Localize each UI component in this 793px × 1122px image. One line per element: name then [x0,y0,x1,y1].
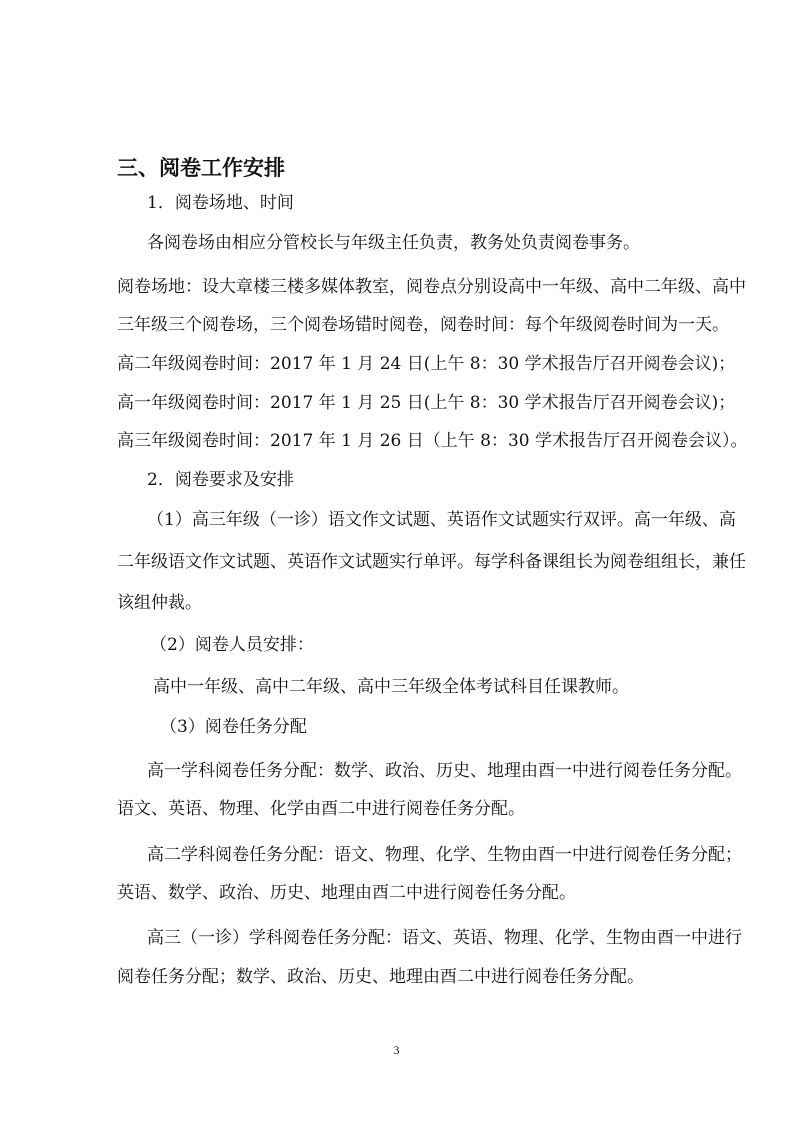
paragraph-review-rules-line-2: 二年级语文作文试题、英语作文试题实行单评。每学科备课组长为阅卷组组长，兼任 [117,552,746,572]
item-heading-task-allocation: （3）阅卷任务分配 [160,717,307,737]
subsection-heading-requirements: 2．阅卷要求及安排 [147,470,294,490]
paragraph-review-rules-line-3: 该组仲裁。 [117,593,202,613]
schedule-line-grade1: 高一年级阅卷时间：2017 年 1 月 25 日(上午 8：30 学术报告厅召开阅卷会议)； [117,393,736,413]
subsection-heading-venue-time: 1．阅卷场地、时间 [147,193,294,213]
paragraph-grade3-allocation-line-2: 阅卷任务分配；数学、政治、历史、地理由酉二中进行阅卷任务分配。 [117,967,644,987]
paragraph-venue-line-1: 阅卷场地：设大章楼三楼多媒体教室，阅卷点分别设高中一年级、高中二年级、高中 [117,277,746,297]
paragraph-review-rules-line-1: （1）高三年级（一诊）语文作文试题、英语作文试题实行双评。高一年级、高 [147,510,736,530]
paragraph-grade2-allocation-line-1: 高二学科阅卷任务分配：语文、物理、化学、生物由酉一中进行阅卷任务分配； [147,845,742,865]
schedule-line-grade3: 高三年级阅卷时间：2017 年 1 月 26 日（上午 8：30 学术报告厅召开阅卷会议）。 [117,431,748,451]
schedule-line-grade2: 高二年级阅卷时间：2017 年 1 月 24 日(上午 8：30 学术报告厅召开阅卷会议)； [117,354,736,374]
paragraph-grade3-allocation-line-1: 高三（一诊）学科阅卷任务分配：语文、英语、物理、化学、生物由酉一中进行 [147,928,742,948]
paragraph-grade2-allocation-line-2: 英语、数学、政治、历史、地理由酉二中进行阅卷任务分配。 [117,883,576,903]
item-heading-personnel: （2）阅卷人员安排： [150,635,314,655]
paragraph-grade1-allocation-line-1: 高一学科阅卷任务分配：数学、政治、历史、地理由酉一中进行阅卷任务分配。 [147,761,742,781]
paragraph-responsibility: 各阅卷场由相应分管校长与年级主任负责，教务处负责阅卷事务。 [147,233,640,253]
section-title: 三、阅卷工作安排 [117,156,285,180]
paragraph-personnel: 高中一年级、高中二年级、高中三年级全体考试科目任课教师。 [153,677,629,697]
page-number: 3 [393,1043,400,1057]
paragraph-grade1-allocation-line-2: 语文、英语、物理、化学由酉二中进行阅卷任务分配。 [117,799,525,819]
paragraph-venue-line-2: 三年级三个阅卷场，三个阅卷场错时阅卷，阅卷时间：每个年级阅卷时间为一天。 [117,315,729,335]
